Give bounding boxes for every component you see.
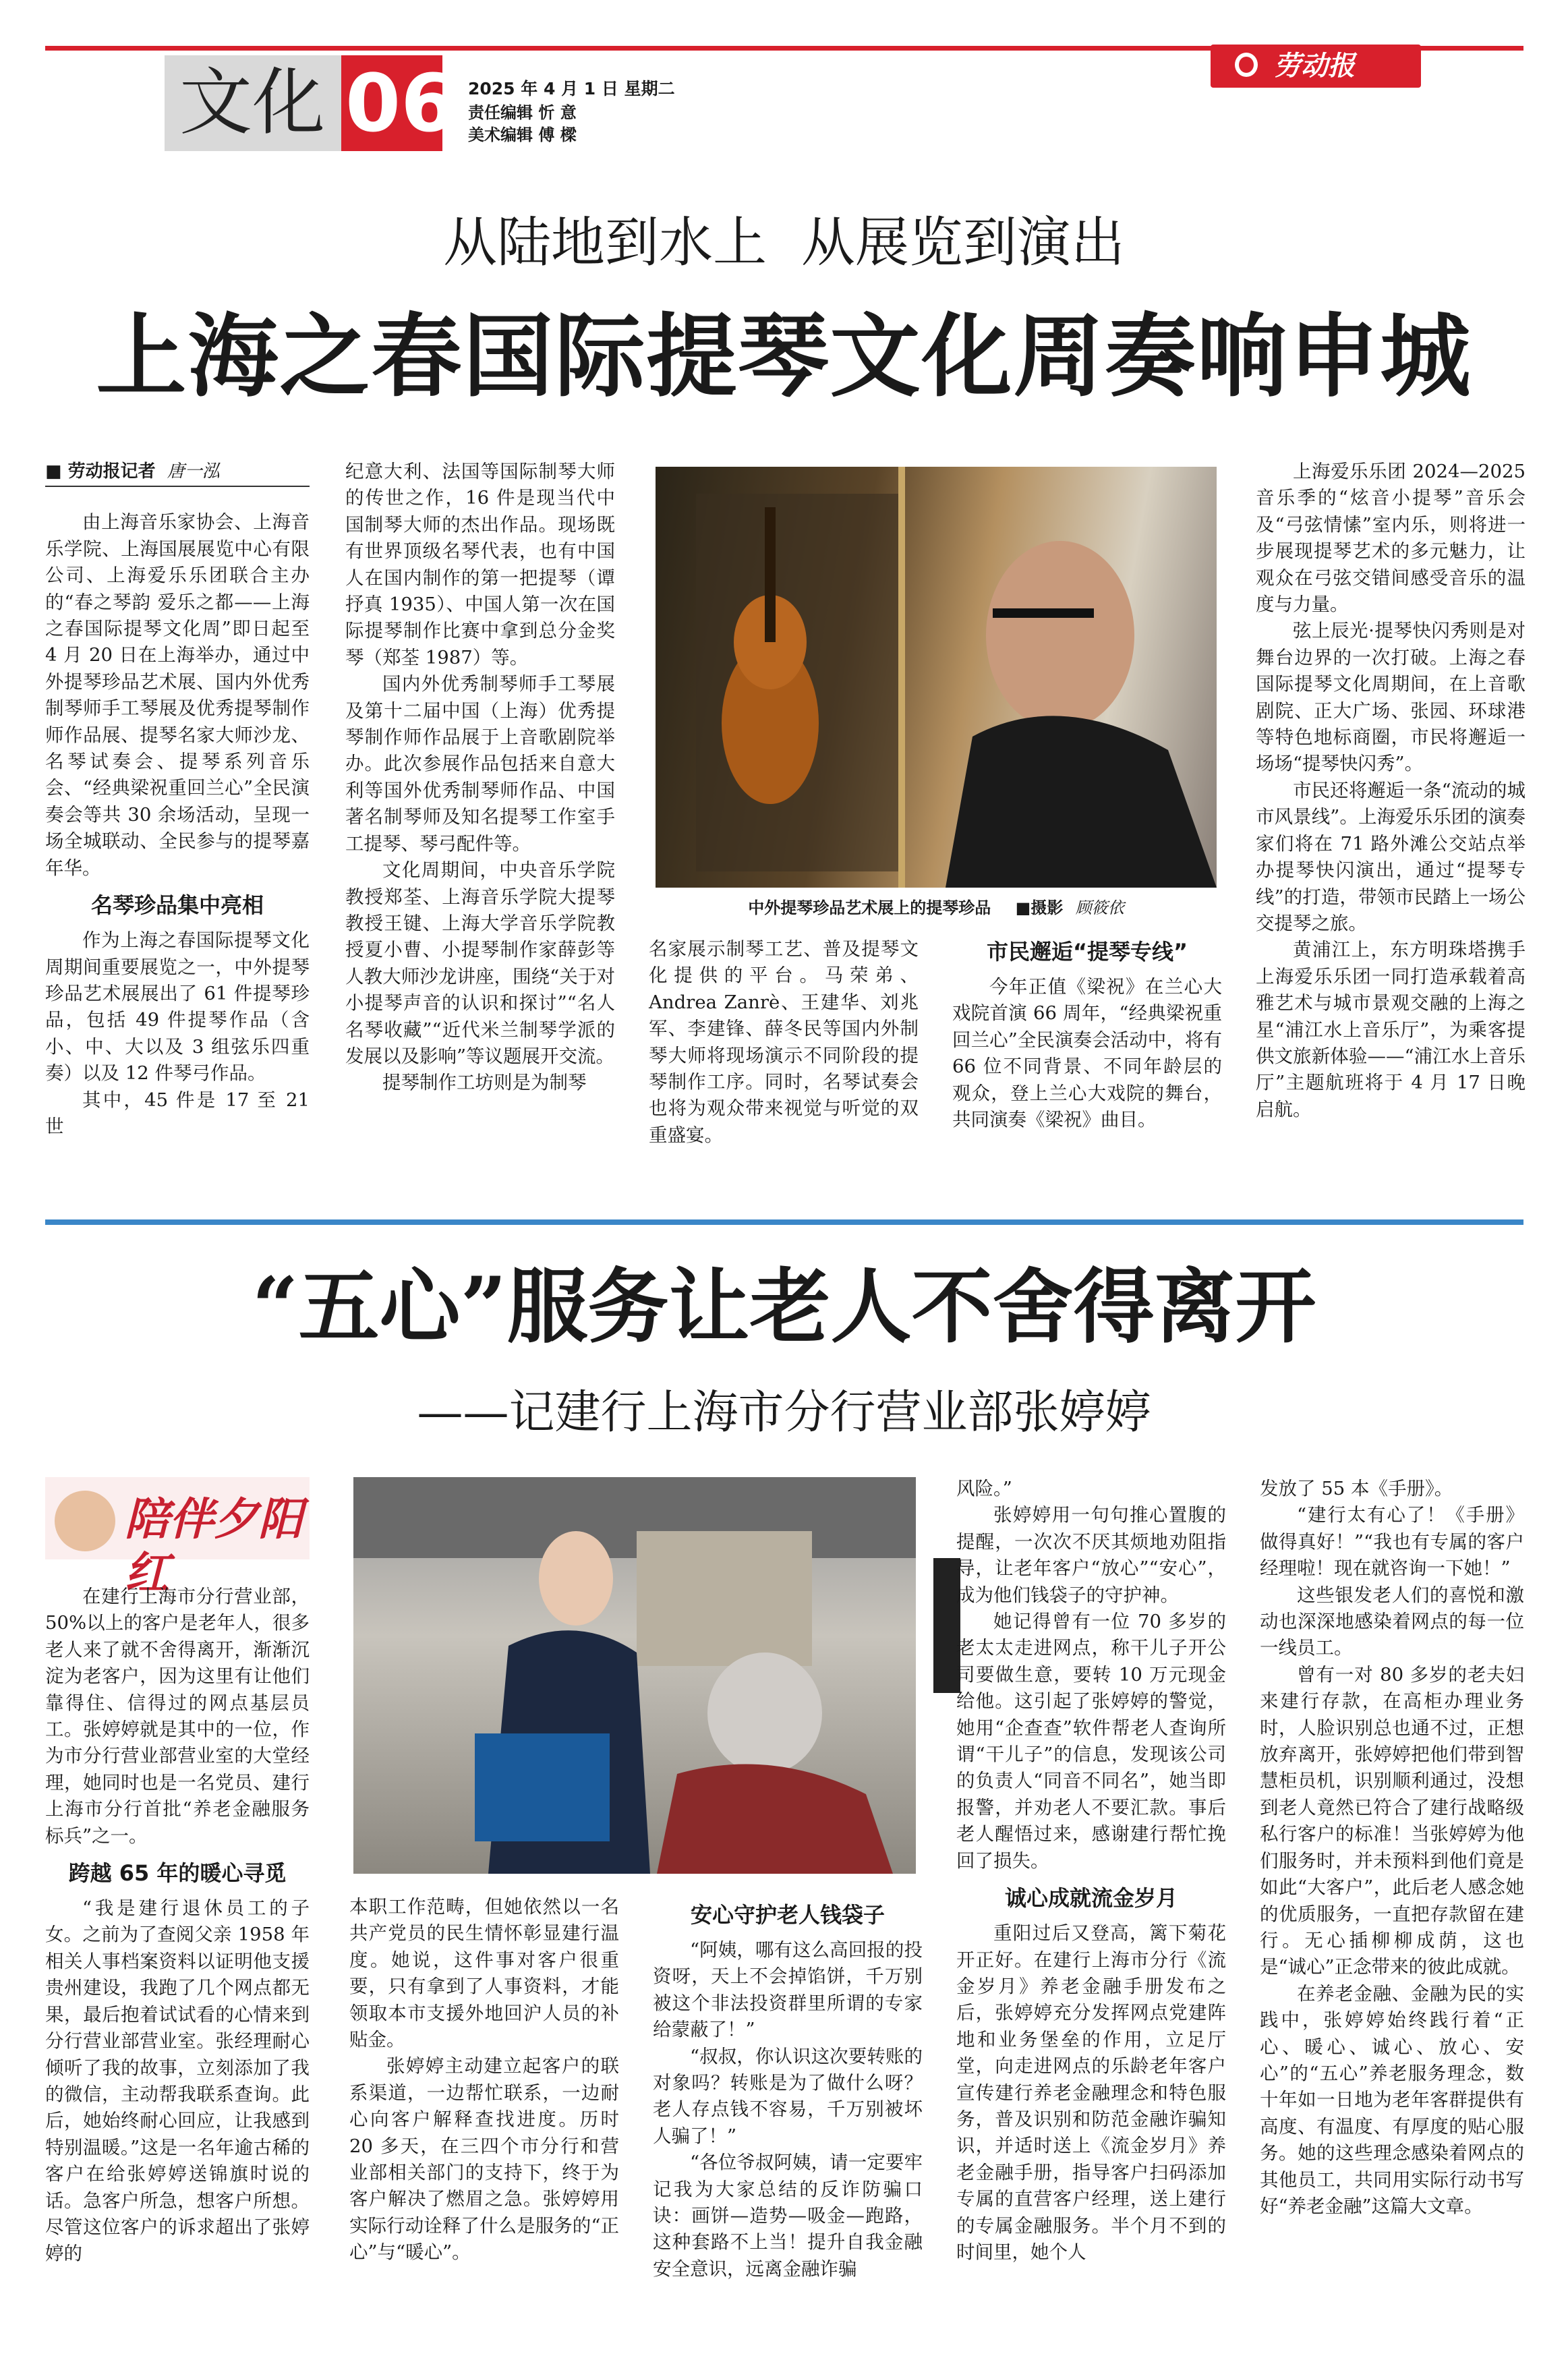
page-number: 06 — [345, 57, 457, 150]
article1-col2-p1: 纪意大利、法国等国际制琴大师的传世之作，16 件是现当代中国制琴大师的杰出作品。现场既有世界顶级名琴代表，也有中国人在国内制作的第一把提琴（谭抒真 1935）、中国人第一次在国际提琴制作比赛中拿到总分金奖琴（郑荃 1987）等。 — [345, 461, 615, 668]
article2-col3 — [653, 1894, 923, 2282]
byline-name: 唐一泓 — [167, 461, 220, 482]
photo1-credit-label: ■摄影 — [1015, 898, 1064, 917]
article1-col5 — [1256, 459, 1526, 1123]
photo1-caption-text: 中外提琴珍品艺术展上的提琴珍品 — [748, 898, 991, 917]
article1-byline — [45, 459, 310, 485]
column-logo-text: 陪伴夕阳红 — [125, 1493, 303, 1599]
article1-subhead-1: 名琴珍品集中亮相 — [90, 892, 264, 919]
article1-kicker: 从陆地到水上 从展览到演出 — [443, 211, 1125, 274]
article1-col1 — [45, 459, 310, 1140]
article2-col5-p3: 这些银发老人们的喜悦和激动也深深地感染着网点的每一位一线员工。 — [1260, 1584, 1524, 1659]
article1-col2-p3: 文化周期间，中央音乐学院教授郑荃、上海音乐学院大提琴教授王键、上海大学音乐学院教授夏小曹、小提琴制作家薛彭等人教大师沙龙讲座，围绕“关于对小提琴声音的认识和探讨”“名人名琴收藏”“近代米兰制琴学派的发展以及影响”等议题展开交流。 — [345, 859, 615, 1067]
article1-col1-p1: 由上海音乐家协会、上海音乐学院、上海国展展览中心有限公司、上海爱乐乐团联合主办的“春之琴韵 爱乐之都——上海之春国际提琴文化周”即日起至 4 月 20 日在上海举办，通过中外提琴珍品艺术展、国内外优秀制琴师手工琴展及优秀提琴制作师作品展、提琴名家大师沙龙、名琴试奏会、提琴系列音乐会、“经典梁祝重回兰心”全民演奏会等共 30 余场活动，呈现一场全城联动、全民参与的提琴嘉年华。 — [45, 511, 310, 879]
article1-col3-p1: 名家展示制琴工艺、普及提琴文化提供的平台。马荣弟、Andrea Zanrè、王建华、刘兆军、李建锋、薛冬民等国内外制琴大师将现场演示不同阶段的提琴制作工序。同时，名琴试奏会也将为观众带来视觉与听觉的双重盛宴。 — [649, 938, 919, 1146]
article2-subhead-1: 跨越 65 年的暖心寻觅 — [68, 1860, 287, 1887]
article2-col4-p1: 风险。” — [956, 1478, 1012, 1499]
article1-col2 — [345, 459, 615, 1097]
art-editor-line: 美术编辑 傅 樑 — [468, 125, 577, 144]
article1-col1-p2: 作为上海之春国际提琴文化周期间重要展览之一，中外提琴珍品艺术展展出了 61 件提琴珍品，包括 49 件提琴作品（含小、中、大以及 3 组弦乐四重奏）以及 12 件琴弓作品。 — [45, 929, 310, 1085]
bank-service-photo — [353, 1477, 916, 1874]
editor-line: 责任编辑 忻 意 — [468, 103, 577, 122]
section-label: 文化 — [179, 61, 326, 145]
paper-logo — [1211, 45, 1421, 88]
section-divider — [45, 1219, 1523, 1225]
article2-subhead-2: 安心守护老人钱袋子 — [690, 1902, 885, 1928]
article2-col5-p4: 曾有一对 80 多岁的老夫妇来建行存款，在高柜办理业务时，人脸识别总也通不过，正想放弃离开，张婷婷把他们带到智慧柜员机，识别顺利通过，没想到老人竟然已符合了建行战略级私行客户的标准！当张婷婷为他们服务时，并未预料到他们竟是如此“大客户”，此后老人感念她的优质服务，一直把存款留在建行。无心插柳柳成荫，这也是“诚心”正念带来的彼此成就。 — [1260, 1663, 1524, 1978]
article1-col5-p1: 上海爱乐乐团 2024—2025 音乐季的“炫音小提琴”音乐会及“弓弦情愫”室内乐，则将进一步展现提琴艺术的多元魅力，让观众在弓弦交错间感受音乐的温度与力量。 — [1256, 461, 1526, 616]
article2-col4-p3: 她记得曾有一位 70 多岁的老太太走进网点，称干儿子开公司要做生意，要转 10 万元现金给他。这引起了张婷婷的警觉，她用“企查查”软件帮老人查询所谓“干儿子”的信息，发现该公司的负责人“同音不同名”，她当即报警，并劝老人不要汇款。事后老人醒悟过来，感谢建行帮忙挽回了损失。 — [956, 1611, 1226, 1872]
article1-headline: 上海之春国际提琴文化周奏响申城 — [96, 303, 1472, 409]
article2-col5 — [1260, 1476, 1524, 2220]
article2-col4 — [956, 1476, 1226, 2266]
article1-col5-p2: 弦上辰光·提琴快闪秀则是对舞台边界的一次打破。上海之春国际提琴文化周期间，在上音歌剧院、正大广场、张园、环球港等特色地标商圈，市民将邂逅一场场“提琴快闪秀”。 — [1256, 620, 1526, 775]
article2-col3-p3: “各位爷叔阿姨，请一定要牢记我为大家总结的反诈防骗口诀：画饼—造势—吸金—跑路，这种套路不上当！提升自我金融安全意识，远离金融诈骗 — [653, 2152, 923, 2280]
elderly-couple-icon — [55, 1491, 115, 1551]
violin-photo-illustration — [656, 467, 1217, 888]
article2-col2-p2: 张婷婷主动建立起客户的联系渠道，一边帮忙联系，一边耐心向客户解释查找进度。历时 20 多天，在三四个市分行和营业部相关部门的支持下，终于为客户解决了燃眉之急。张婷婷用实际行动诠释了什么是服务的“正心”与“暖心”。 — [349, 2055, 619, 2264]
article2-col3-p1: “阿姨，哪有这么高回报的投资呀，天上不会掉馅饼，千万别被这个非法投资群里所谓的专家给蒙蔽了！” — [653, 1939, 923, 2041]
article2-col1-p1: 在建行上海市分行营业部，50%以上的客户是老年人，很多老人来了就不舍得离开，渐渐沉淀为老客户，因为这里有让他们靠得住、信得过的网点基层员工。张婷婷就是其中的一位，作为市分行营业部营业室的大堂经理，她同时也是一名党员、建行上海市分行首批“养老金融服务标兵”之一。 — [45, 1586, 310, 1847]
column-logo — [45, 1477, 310, 1599]
article2-headline: “五心”服务让老人不舍得离开 — [252, 1259, 1316, 1354]
article1-col4-p1: 今年正值《梁祝》在兰心大戏院首演 66 周年，“经典梁祝重回兰心”全民演奏会活动中，将有 66 位不同背景、不同年龄层的观众，登上兰心大戏院的舞台，共同演奏《梁祝》曲目。 — [952, 976, 1222, 1131]
article2-col4-p2: 张婷婷用一句句推心置腹的提醒，一次次不厌其烦地劝阻指导，让老年客户“放心”“安心”，成为他们钱袋子的守护神。 — [956, 1504, 1226, 1606]
article1-subhead-2: 市民邂逅“提琴专线” — [986, 939, 1188, 965]
article1-col5-p4: 黄浦江上，东方明珠塔携手上海爱乐乐团一同打造承载着高雅艺术与城市景观交融的上海之星“浦江水上音乐厅”，为乘客提供文旅新体验——“浦江水上音乐厅”主题航班将于 4 月 17 日晚启航。 — [1256, 939, 1526, 1120]
article2-col4-p4: 重阳过后又登高，篱下菊花开正好。在建行上海市分行《流金岁月》养老金融手册发布之后，张婷婷充分发挥网点党建阵地和业务堡垒的作用，立足厅堂，向走进网点的乐龄老年客户宣传建行养老金融理念和特色服务，普及识别和防范金融诈骗知识，并适时送上《流金岁月》养老金融手册，指导客户扫码添加专属的直营客户经理，送上建行的专属金融服务。半个月不到的时间里，她个人 — [956, 1922, 1226, 2263]
article1-col2-p4: 提琴制作工坊则是为制琴 — [382, 1072, 587, 1094]
article2-col1-p2: “我是建行退休员工的子女。之前为了查阅父亲 1958 年相关人事档案资料以证明他支援贵州建设，我跑了几个网点都无果，最后抱着试试看的心情来到分行营业部营业室。张经理耐心倾听了我的故事，立刻添加了我的微信，主动帮我联系查询。此后，她始终耐心回应，让我感到特别温暖。”这是一名年逾古稀的客户在给张婷婷送锦旗时说的话。急客户所急，想客户所想。尽管这位客户的诉求超出了张婷婷的 — [45, 1897, 310, 2265]
section-label-box — [165, 55, 341, 151]
photo1-credit-name: 顾筱依 — [1075, 898, 1124, 917]
article1-col3 — [649, 936, 919, 1149]
article2-col2-p1: 本职工作范畴，但她依然以一名共产党员的民生情怀彰显建行温度。她说，这件事对客户很重要，只有拿到了人事资料，才能领取本市支援外地回沪人员的补贴金。 — [349, 1896, 619, 2051]
byline-label: ■ 劳动报记者 — [45, 461, 156, 482]
date-line: 2025 年 4 月 1 日 星期二 — [468, 79, 675, 98]
photo1-caption — [656, 894, 1217, 918]
article2-col2 — [349, 1894, 619, 2266]
article2-col5-p1: 发放了 55 本《手册》。 — [1260, 1478, 1453, 1499]
article2-subheadline: ——记建行上海市分行营业部张婷婷 — [417, 1386, 1151, 1439]
article2-col5-p2: “建行太有心了！《手册》做得真好！”“我也有专属的客户经理啦！现在就咨询一下她！” — [1260, 1504, 1524, 1580]
byline-rule — [45, 486, 310, 487]
article1-col2-p2: 国内外优秀制琴师手工琴展及第十二届中国（上海）优秀提琴制作师作品展于上音歌剧院举办。此次参展作品包括来自意大利等国外优秀制琴师作品、中国著名制琴师及知名提琴工作室手工提琴、琴弓配件等。 — [345, 673, 615, 855]
article2-col5-p5: 在养老金融、金融为民的实践中，张婷婷始终践行着“正心、暖心、诚心、放心、安心”的“五心”养老服务理念，数十年如一日地为老年客群提供有高度、有温度、有厚度的贴心服务。她的这些理念感染着网点的其他员工，共同用实际行动书写好“养老金融”这篇大文章。 — [1260, 1982, 1524, 2217]
paper-logo-text: 劳动报 — [1274, 50, 1355, 82]
bank-photo-illustration — [353, 1477, 916, 1874]
article2-col1 — [45, 1584, 310, 2268]
paper-logo-icon — [1235, 53, 1258, 77]
article1-col1-p3: 其中，45 件是 17 至 21 世 — [45, 1089, 310, 1137]
article1-col5-p3: 市民还将邂逅一条“流动的城市风景线”。上海爱乐乐团的演奏家们将在 71 路外滩公交站点举办提琴快闪演出，通过“提琴专线”的打造，带领市民踏上一场公交提琴之旅。 — [1256, 779, 1526, 934]
article2-subhead-3: 诚心成就流金岁月 — [1004, 1885, 1178, 1912]
article1-col4 — [952, 936, 1222, 1133]
violin-exhibit-photo — [656, 467, 1217, 888]
article2-col3-p2: “叔叔，你认识这次要转账的对象吗？转账是为了做什么呀？老人存点钱不容易，千万别被坏人骗了！” — [653, 2045, 923, 2147]
page-number-box — [341, 55, 457, 151]
